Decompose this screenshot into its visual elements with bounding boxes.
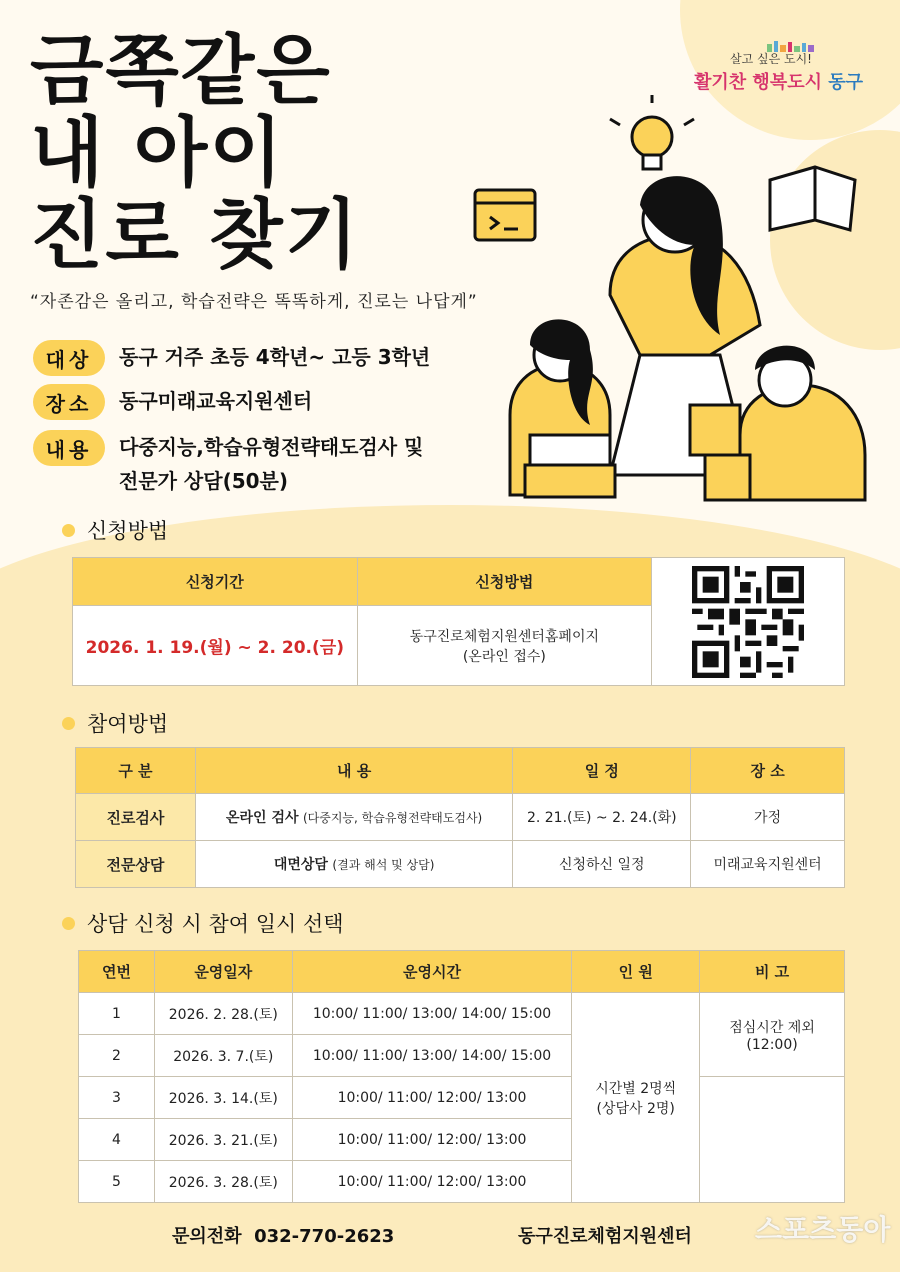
schedule-time: 10:00/ 11:00/ 12:00/ 13:00 bbox=[292, 1161, 572, 1203]
participate-content bbox=[195, 794, 513, 841]
bullet-dot-icon bbox=[62, 717, 75, 730]
schedule-note-empty bbox=[700, 1077, 845, 1203]
section-participate-heading bbox=[62, 708, 168, 738]
participate-header-schedule: 일 정 bbox=[513, 748, 691, 794]
schedule-header-no: 연번 bbox=[79, 951, 155, 993]
schedule-note-line2: (12:00) bbox=[746, 1036, 798, 1053]
slogan: “자존감은 올리고, 학습전략은 똑똑하게, 진로는 나답게” bbox=[30, 292, 478, 312]
apply-method-value bbox=[357, 606, 652, 686]
schedule-header-time: 운영시간 bbox=[292, 951, 572, 993]
schedule-date: 2026. 3. 28.(토) bbox=[154, 1161, 292, 1203]
apply-method-line2: (온라인 접수) bbox=[462, 648, 546, 665]
schedule-no: 1 bbox=[79, 993, 155, 1035]
city-slogan-part2: 동구 bbox=[828, 72, 864, 93]
schedule-header-note: 비 고 bbox=[700, 951, 845, 993]
participate-content bbox=[195, 841, 513, 888]
apply-header-period: 신청기간 bbox=[73, 558, 358, 606]
info-label-content: 내용 bbox=[33, 430, 105, 466]
info-text-target: 동구 거주 초등 4학년~ 고등 3학년 bbox=[119, 345, 431, 369]
participate-header-content: 내 용 bbox=[195, 748, 513, 794]
participate-content-main: 대면상담 bbox=[273, 857, 328, 873]
schedule-date: 2026. 3. 7.(토) bbox=[154, 1035, 292, 1077]
apply-header-method: 신청방법 bbox=[357, 558, 652, 606]
participate-table bbox=[75, 747, 845, 888]
participate-header-category: 구 분 bbox=[76, 748, 196, 794]
title-line-2: 내 아이 bbox=[30, 108, 285, 197]
watermark: 스포츠동아 bbox=[755, 1213, 891, 1246]
schedule-people-line2: (상담사 2명) bbox=[596, 1100, 675, 1117]
info-text-content-line1: 다중지능,학습유형전략태도검사 및 bbox=[119, 435, 424, 459]
schedule-date: 2026. 3. 21.(토) bbox=[154, 1119, 292, 1161]
section-apply-title: 신청방법 bbox=[87, 519, 169, 543]
info-text-content bbox=[119, 430, 423, 498]
schedule-date: 2026. 3. 14.(토) bbox=[154, 1077, 292, 1119]
schedule-time: 10:00/ 11:00/ 13:00/ 14:00/ 15:00 bbox=[292, 993, 572, 1035]
info-label-place: 장소 bbox=[33, 384, 105, 420]
info-label-target: 대상 bbox=[33, 340, 105, 376]
schedule-note-line1: 점심시간 제외 bbox=[729, 1019, 815, 1036]
lightbulb-icon bbox=[610, 95, 694, 169]
info-target bbox=[33, 340, 430, 376]
schedule-date: 2026. 2. 28.(토) bbox=[154, 993, 292, 1035]
bullet-dot-icon bbox=[62, 524, 75, 537]
schedule-table bbox=[78, 950, 845, 1203]
footer-phone bbox=[172, 1222, 394, 1248]
schedule-time: 10:00/ 11:00/ 13:00/ 14:00/ 15:00 bbox=[292, 1035, 572, 1077]
schedule-time: 10:00/ 11:00/ 12:00/ 13:00 bbox=[292, 1119, 572, 1161]
city-logo bbox=[690, 40, 870, 100]
table-row bbox=[76, 841, 845, 888]
bullet-dot-icon bbox=[62, 917, 75, 930]
qr-code-icon[interactable] bbox=[692, 566, 804, 678]
footer-phone-label: 문의전화 bbox=[172, 1226, 242, 1247]
schedule-people-line1: 시간별 2명씩 bbox=[595, 1080, 677, 1097]
participate-content-note: (결과 해석 및 상담) bbox=[332, 858, 435, 872]
city-slogan-top: 살고 싶은 도시! bbox=[730, 52, 812, 66]
schedule-header-people: 인 원 bbox=[572, 951, 700, 993]
participate-place: 가정 bbox=[691, 794, 845, 841]
info-text-content-line2: 전문가 상담(50분) bbox=[119, 469, 288, 493]
qr-code-cell bbox=[652, 558, 845, 686]
table-row bbox=[79, 1077, 845, 1119]
schedule-header-date: 운영일자 bbox=[154, 951, 292, 993]
participate-content-note: (다중지능, 학습유형전략태도검사) bbox=[302, 811, 483, 825]
section-schedule-title: 상담 신청 시 참여 일시 선택 bbox=[87, 912, 344, 936]
schedule-time: 10:00/ 11:00/ 12:00/ 13:00 bbox=[292, 1077, 572, 1119]
table-row bbox=[79, 993, 845, 1035]
participate-place: 미래교육지원센터 bbox=[691, 841, 845, 888]
apply-table bbox=[72, 557, 845, 686]
section-schedule-heading bbox=[62, 908, 344, 938]
book-icon bbox=[770, 167, 855, 230]
table-row bbox=[76, 794, 845, 841]
city-slogan-main bbox=[694, 68, 863, 94]
footer-org: 동구진로체험지원센터 bbox=[518, 1226, 692, 1247]
apply-method-line1: 동구진로체험지원센터홈페이지 bbox=[409, 628, 600, 645]
participate-schedule: 신청하신 일정 bbox=[513, 841, 691, 888]
section-apply-heading bbox=[62, 515, 168, 545]
participate-category: 전문상담 bbox=[76, 841, 196, 888]
schedule-no: 4 bbox=[79, 1119, 155, 1161]
footer-phone-number[interactable]: 032-770-2623 bbox=[254, 1226, 395, 1247]
participate-category: 진로검사 bbox=[76, 794, 196, 841]
title-line-1: 금쪽같은 bbox=[30, 26, 332, 115]
title-line-3: 진로 찾기 bbox=[30, 190, 361, 279]
schedule-no: 5 bbox=[79, 1161, 155, 1203]
schedule-note bbox=[700, 993, 845, 1077]
poster-title bbox=[30, 26, 500, 279]
city-slogan-part1: 활기찬 행복도시 bbox=[694, 72, 822, 93]
info-content bbox=[33, 430, 423, 498]
schedule-no: 2 bbox=[79, 1035, 155, 1077]
code-window-icon bbox=[475, 190, 535, 240]
info-place bbox=[33, 384, 312, 420]
info-text-place: 동구미래교육지원센터 bbox=[119, 389, 313, 413]
participate-content-main: 온라인 검사 bbox=[226, 810, 299, 826]
section-participate-title: 참여방법 bbox=[87, 712, 169, 736]
participate-schedule: 2. 21.(토) ~ 2. 24.(화) bbox=[513, 794, 691, 841]
apply-period-value: 2026. 1. 19.(월) ~ 2. 20.(금) bbox=[73, 606, 358, 686]
schedule-no: 3 bbox=[79, 1077, 155, 1119]
participate-header-place: 장 소 bbox=[691, 748, 845, 794]
schedule-people bbox=[572, 993, 700, 1203]
girl-figure bbox=[510, 319, 615, 497]
